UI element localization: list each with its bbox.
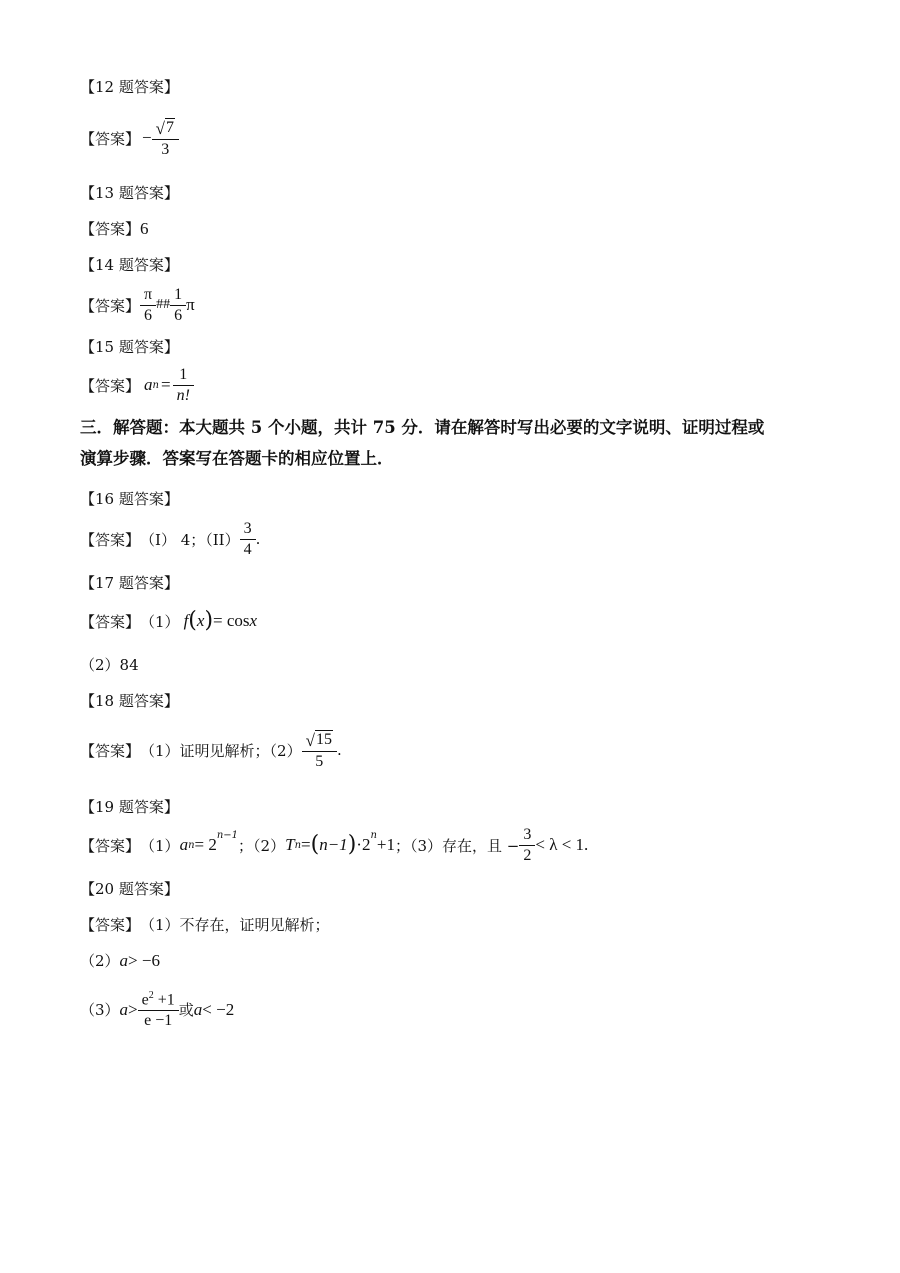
q17-heading: 【17 题答案】 [80,574,179,592]
q17-answer: 【答案】 （1） f ( x ) = cos x [80,608,258,633]
section-three-instructions: 三．解答题：本大题共 5 个小题，共计 75 分．请在解答时写出必要的文字说明、证明过程或 演算步骤．答案写在答题卡的相应位置上． [80,418,765,469]
q16-heading: 【16 题答案】 [80,490,179,508]
q20-answer: 【答案】 （1）不存在，证明见解析； [80,916,330,934]
q15-heading: 【15 题答案】 [80,338,179,356]
q15-answer: 【答案】 a n = $\frac{1}{n!}$ [80,366,194,404]
q12-heading: 【12 题答案】 [80,78,179,96]
q20-heading: 【20 题答案】 [80,880,179,898]
q19-answer: 【答案】 （1） a n = 2 $^{n-1}$ ；（2） T n = ( n−1 ) ·2 $^n$ +1 ；（3）存在，且 − $\frac{3}{2}$ < λ < 1. [80,826,589,864]
q16-answer: 【答案】 （I） 4；（II） $\frac{3}{4}$ . [80,520,261,558]
q20-part3: （3） a > $\frac{e^2 +1}{e -1}$ 或 a < −2 [80,990,235,1029]
q20-part2: （2） a > −6 [80,950,160,970]
q14-answer: 【答案】 $\frac{\pi}{6}$ ## $\frac{1}{6}$ π [80,286,195,324]
q13-heading: 【13 题答案】 [80,184,179,202]
q18-answer: 【答案】 （1）证明见解析；（2） √ 15 5 . [80,730,342,771]
q12-fraction: √ 7 3 [154,118,177,159]
q13-answer: 【答案】 6 [80,218,149,238]
q12-answer: 【答案】 − √ 7 3 [80,118,179,159]
q17-part2: （2）84 [80,656,139,674]
q19-heading: 【19 题答案】 [80,798,179,816]
q18-heading: 【18 题答案】 [80,692,179,710]
q14-heading: 【14 题答案】 [80,256,179,274]
